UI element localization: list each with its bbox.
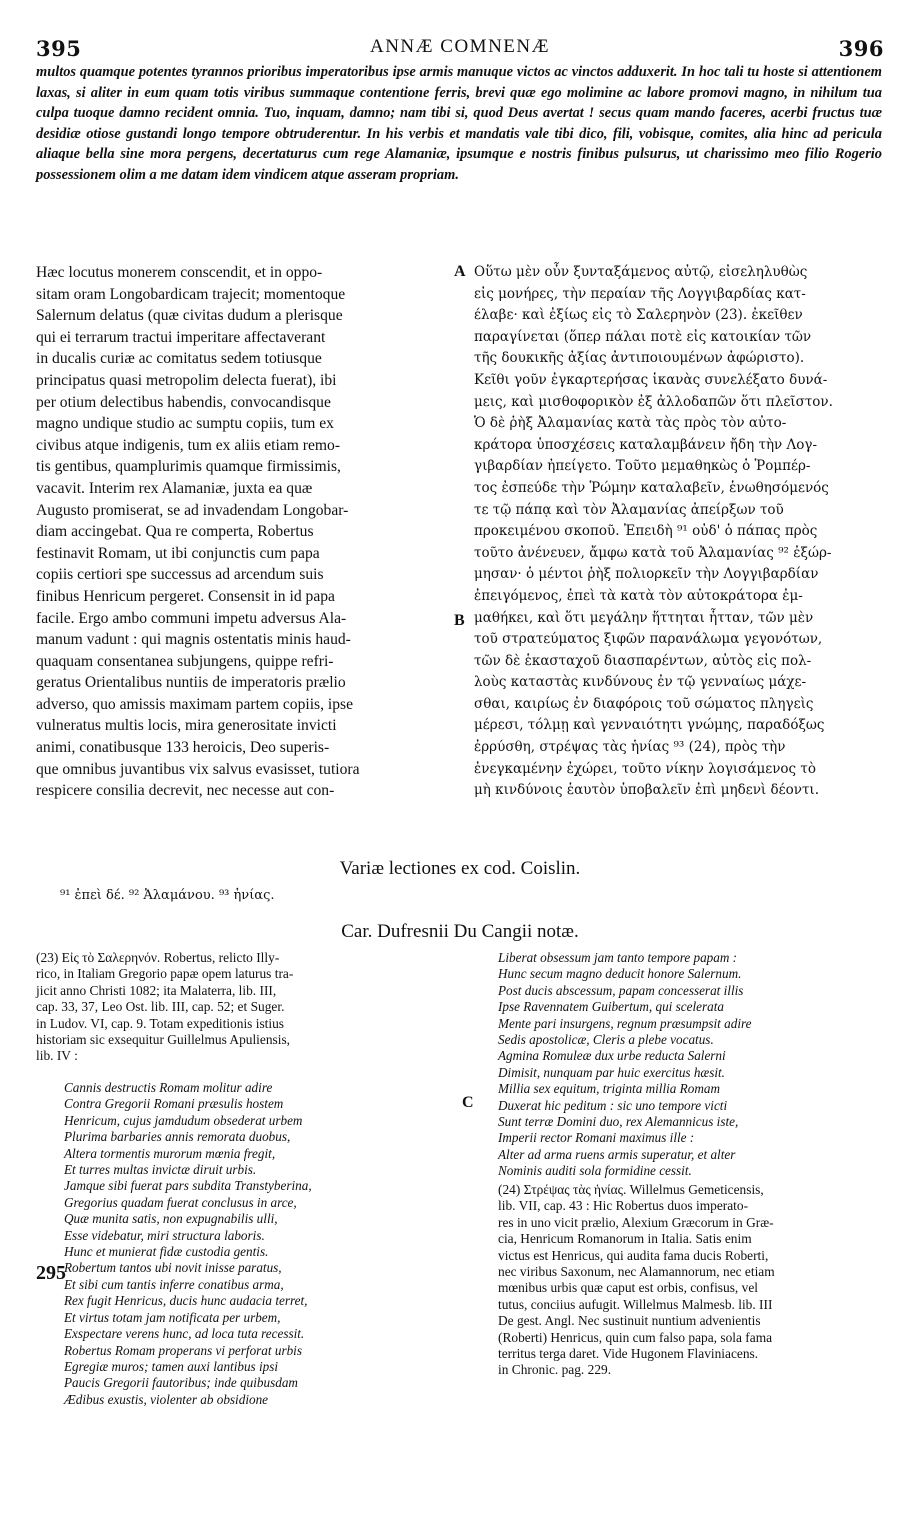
latin-line: quaquam consentanea subjungens, quippe refri- bbox=[36, 652, 334, 670]
note-line: tutus, conciius aufugit. Willelmus Malmesb. lib. III bbox=[498, 1296, 773, 1312]
margin-marker-b: B bbox=[454, 612, 465, 629]
poem-left bbox=[64, 1080, 464, 1408]
greek-line: Οὕτω μὲν οὖν ξυνταξάμενος αὐτῷ, εἰσεληλυθὼς bbox=[474, 264, 808, 280]
notes-heading: Car. Dufresnii Du Cangii notæ. bbox=[341, 921, 579, 942]
note-line: lib. VII, cap. 43 : Hic Robertus duos imperato- bbox=[498, 1198, 749, 1214]
note-line: De gest. Angl. Nec sustinuit nuntium advenientis bbox=[498, 1313, 761, 1329]
greek-line: μέρεσι, τόλμῃ καὶ γενναιότητι γνώμης, παραδόξως bbox=[474, 717, 825, 734]
latin-line: principatus quasi metropolim delecta fuerat), ibi bbox=[36, 371, 337, 389]
greek-line: έλαβε· καὶ ἐξίως εἰς τὸ Σαλερηνὸν (23). ἐκεῖθεν bbox=[474, 307, 803, 324]
latin-line: festinavit Romam, ut ibi conjunctis cum papa bbox=[36, 544, 320, 562]
poem-line: Robertus Romam properans vi perforat urbis bbox=[64, 1342, 302, 1358]
note-line: (Roberti) Henricus, quin cum falso papa, sola fama bbox=[498, 1329, 773, 1345]
greek-line: μὴ κινδύνοις ἑαυτὸν ὑποβαλεῖν ἐπὶ μηδενὶ δέοντι. bbox=[474, 782, 820, 799]
latin-line: vacavit. Interim rex Alamaniæ, juxta ea quæ bbox=[36, 479, 313, 497]
latin-line: vulneratus multis locis, mira generositate invicti bbox=[36, 717, 337, 735]
poem-line: Et virtus totam jam notificata per urbem, bbox=[64, 1309, 281, 1325]
poem-line: Post ducis abscessum, papam concesserat illis bbox=[498, 982, 744, 998]
poem-line: Henricum, cujus jamdudum obsederat urbem bbox=[64, 1112, 303, 1128]
variae-lectiones-heading: Variæ lectiones ex cod. Coislin. bbox=[339, 858, 581, 879]
latin-line: qui ei terrarum tractui imperitare affectaverant bbox=[36, 328, 326, 346]
note-line: (24) Στρέψας τὰς ἡνίας. Willelmus Gemeticensis, bbox=[498, 1182, 764, 1197]
poem-line: Altera tormentis murorum mœnia fregit, bbox=[64, 1145, 276, 1161]
greek-line: τοῦτο ἀνένευεν, ἄμφω κατὰ τοῦ Ἀλαμανίας ⁹² ἐξώρ- bbox=[474, 544, 832, 561]
margin-number-295: 295 bbox=[36, 1262, 66, 1284]
latin-line: Salernum delatus (quæ civitas dudum a plerisque bbox=[36, 307, 343, 325]
note-line: in Ludov. VI, cap. 9. Totam expeditionis istius bbox=[36, 1015, 285, 1031]
poem-line: Ædibus exustis, violenter ab obsidione bbox=[64, 1391, 269, 1407]
poem-line: Plurima barbaries annis remorata duobus, bbox=[64, 1129, 291, 1145]
poem-line: Dimisit, nunquam par huic exercitus hæsit. bbox=[498, 1064, 725, 1080]
note-line: cia, Henricum Romanorum in Italia. Satis enim bbox=[498, 1231, 752, 1247]
notes-right-tail bbox=[498, 1182, 888, 1379]
greek-line: τῆς δουκικῆς ἀξίας ἀντιποιουμένων ἀφώριστο). bbox=[474, 350, 805, 367]
greek-line: ἐνεγκαμένην ἐχώρει, τοῦτο νίκην λογισάμενος τὸ bbox=[474, 760, 817, 777]
poem-line: Ipse Ravennatem Guibertum, qui scelerata bbox=[498, 999, 724, 1015]
poem-line: Egregiæ muros; tamen auxi lantibus ipsi bbox=[64, 1358, 279, 1374]
latin-line: per otium delectibus habendis, convocandisque bbox=[36, 393, 331, 411]
poem-line: Duxerat hic peditum : sic uno tempore victi bbox=[498, 1097, 728, 1113]
greek-line: ἐρρύσθη, στρέψας τὰς ἡνίας ⁹³ (24), πρὸς τὴν bbox=[474, 739, 786, 756]
page-number-right: 396 bbox=[838, 36, 884, 61]
latin-column bbox=[36, 262, 450, 802]
running-title: ANNÆ COMNENÆ bbox=[369, 36, 551, 57]
poem-line: Quæ munita satis, non expugnabilis ulli, bbox=[64, 1211, 278, 1227]
greek-line: σθαι, καιρίως ἐν διαφόροις τοῦ σώματος πληγεὶς bbox=[474, 695, 814, 712]
greek-line: τε τῷ πάπᾳ καὶ τὸν Ἀλαμανίας ἀπείρξων τοῦ bbox=[474, 501, 784, 518]
poem-line: Rex fugit Henricus, ducis hunc audacia terret, bbox=[64, 1293, 308, 1309]
poem-line: Exspectare verens hunc, ad loca tuta recessit. bbox=[64, 1326, 305, 1342]
note-line: res in uno vicit prælio, Alexium Græcorum in Græ- bbox=[498, 1214, 774, 1230]
poem-line: Contra Gregorii Romani præsulis hostem bbox=[64, 1096, 284, 1112]
latin-line: in ducalis curiæ ac comitatus sedem totiusque bbox=[36, 350, 322, 368]
latin-line: geratus Orientalibus nuntiis de imperatoris prælio bbox=[36, 674, 346, 692]
greek-line: γιβαρδίαν ἠπείγετο. Τοῦτο μεμαθηκὼς ὁ Ῥομπέρ- bbox=[474, 458, 811, 475]
greek-line: Κεῖθι γοῦν ἐγκαρτερήσας ἱκανὰς συνελέξατο δυνά- bbox=[474, 371, 828, 388]
poem-line: Imperii rector Romani maximus ille : bbox=[498, 1130, 695, 1146]
note-line: cap. 33, 37, Leo Ost. lib. III, cap. 52; et Suger. bbox=[36, 999, 285, 1015]
poem-right bbox=[498, 950, 888, 1180]
greek-line: τῶν δὲ ἑκασταχοῦ διασπαρέντων, αὐτὸς εἰς πολ- bbox=[474, 652, 812, 669]
latin-line: civibus atque indigenis, tum ex aliis etiam remo- bbox=[36, 436, 341, 454]
latin-line: facile. Ergo ambo communi impetu adversus Ala- bbox=[36, 609, 347, 627]
note-line: lib. IV : bbox=[36, 1048, 78, 1064]
latin-line: Hæc locutus monerem conscendit, et in oppo- bbox=[36, 264, 323, 281]
poem-line: Sedis apostolicæ, Cleris a plebe vocatus. bbox=[498, 1032, 714, 1048]
greek-line: κράτορα ὑποσχέσεις καταλαμβάνειν ἤδη τὴν Λογ- bbox=[474, 436, 818, 453]
greek-line: Ὁ δὲ ῥὴξ Ἀλαμανίας κατὰ τὰς πρὸς τὸν αὐτο- bbox=[474, 415, 787, 432]
note-line: jicit anno Christi 1082; ita Malaterra, lib. III, bbox=[36, 982, 277, 998]
note-line: rico, in Italiam Gregorio papæ opem laturus tra- bbox=[36, 966, 294, 982]
page-number-left: 395 bbox=[36, 36, 82, 61]
latin-line: Augusto promiserat, se ad invadendam Longobar- bbox=[36, 501, 349, 519]
intro-italic-paragraph: multos quamque potentes tyrannos prioribus imperatoribus ipse armis manuque victos ac vinctos adduxerit. In hoc tali tu hoste si attentionem laxas, si aliter in eum quam totis viribus summaque contentione ferris, brevi quæ ego molimine ac labore promovi magno, in nihilum tua culpa tuoque damno recident omnia. Tuo, inquam, damno; nam tibi si, quod Deus avertat ! secus quam mando faceres, acerbi fructus tuæ desidiæ otiose gustandi longo tempore obtruderentur. In his verbis et mandatis vale tibi dico, fili, vobisque, comites, alia hinc ad pericula aliaque bella sine mora pergens, decertaturus cum rege Alamaniæ, ipsumque e nostris finibus pulsurus, ut charissimo meo filio Rogerio possessionem olim a me datam idem vindicem atque asseram propriam. bbox=[36, 64, 882, 183]
note-line: nec viribus Saxonum, nec Alamannorum, nec etiam bbox=[498, 1264, 775, 1280]
greek-line: μαθήκει, καὶ ὅτι μεγάλην ἥττηται ἧτταν, τῶν μὲν bbox=[474, 609, 814, 626]
greek-line: μησαν· ὁ μέντοι ῥὴξ πολιορκεῖν τὴν Λογγιβαρδίαν bbox=[474, 566, 819, 583]
greek-line: εἰς μονήρες, τὴν περαίαν τῆς Λογγιβαρδίας κατ- bbox=[474, 285, 806, 302]
latin-line: magno undique studio ac sumptu copiis, tum ex bbox=[36, 415, 334, 433]
latin-line: manum vadunt : qui magnis ostentatis minis haud- bbox=[36, 631, 351, 649]
poem-line: Jamque sibi fuerat pars subdita Transtyberina, bbox=[64, 1178, 312, 1194]
poem-line: Millia sex equitum, triginta millia Romam bbox=[498, 1081, 720, 1097]
note-line: victus est Henricus, qui audita fama ducis Roberti, bbox=[498, 1247, 769, 1263]
poem-line: Et turres multas invictæ diruit urbis. bbox=[64, 1162, 257, 1178]
poem-line: Hunc secum magno deducit honore Salernum. bbox=[498, 966, 742, 982]
poem-line: Liberat obsessum jam tanto tempore papam : bbox=[498, 950, 738, 965]
latin-line: respicere consilia decrevit, nec necesse aut con- bbox=[36, 782, 335, 800]
poem-line: Nominis auditi sola formidine cessit. bbox=[498, 1163, 692, 1179]
greek-line: ἐπειγόμενος, ἐπεὶ τὰ κατὰ τὸν αὐτοκράτορα ἐμ- bbox=[474, 587, 803, 604]
poem-line: Paucis Gregorii fautoribus; inde quibusdam bbox=[64, 1375, 298, 1391]
variae-lectiones-line: ⁹¹ ἐπεὶ δέ. ⁹² Ἀλαμάνου. ⁹³ ἡνίας. bbox=[60, 888, 275, 903]
latin-line: copiis certiori spe successus ad arcendum suis bbox=[36, 566, 324, 584]
poem-line: Esse videbatur, miri structura laboris. bbox=[64, 1227, 265, 1243]
poem-line: Agmina Romuleæ dux urbe reducta Salerni bbox=[498, 1048, 726, 1064]
latin-line: que omnibus juvantibus vix salvus evasisset, tutiora bbox=[36, 760, 360, 778]
greek-line: μεις, καὶ μισθοφορικὸν ἐξ ἀλλοδαπῶν ὅτι πλεῖστον. bbox=[474, 393, 833, 410]
note-line: mœnibus urbis quæ caput est orbis, confisus, vel bbox=[498, 1280, 758, 1296]
poem-line: Sunt terræ Domini duo, rex Alemannicus iste, bbox=[498, 1114, 739, 1130]
latin-line: sitam oram Longobardicam trajecit; momentoque bbox=[36, 285, 346, 303]
latin-line: diam accingebat. Qua re comperta, Robertus bbox=[36, 523, 314, 541]
poem-line: Et sibi cum tantis inferre conatibus arma, bbox=[64, 1276, 284, 1292]
greek-line: προκειμένου σκοποῦ. Ἐπειδὴ ⁹¹ οὐδ' ὁ πάπας πρὸς bbox=[474, 523, 818, 540]
greek-line: παραγίνεται (ὅπερ πάλαι ποτὲ εἰς κατοικίαν τῶν bbox=[474, 328, 812, 345]
note-line: (23) Εἰς τὸ Σαλερηνόν. Robertus, relicto Illy- bbox=[36, 950, 280, 965]
latin-line: animi, conatibusque 133 heroicis, Deo superis- bbox=[36, 739, 330, 757]
poem-line: Mente pari insurgens, regnum præsumpsit adire bbox=[498, 1015, 752, 1031]
greek-line: τος ἐσπεύδε τὴν Ῥώμην καταλαβεῖν, ἑνωθησόμενός bbox=[474, 479, 829, 496]
latin-line: adverso, quo amissis maximam partem copiis, ipse bbox=[36, 695, 354, 713]
note-line: in Chronic. pag. 229. bbox=[498, 1362, 612, 1378]
notes-left-intro bbox=[36, 950, 456, 1065]
poem-line: Gregorius quadam fuerat conclusus in arce, bbox=[64, 1194, 297, 1210]
greek-column bbox=[474, 262, 884, 802]
poem-line: Robertum tantos ubi novit inisse paratus, bbox=[64, 1260, 282, 1276]
greek-line: λοὺς καταστὰς κινδύνους ἐν τῷ γενναίως μάχε- bbox=[474, 674, 807, 691]
note-line: territus terga daret. Vide Hugonem Flaviniacens. bbox=[498, 1346, 759, 1362]
margin-marker-a: A bbox=[454, 263, 466, 280]
latin-line: tis gentibus, quamplurimis quamque firmissimis, bbox=[36, 458, 341, 476]
greek-line: τοῦ στρατεύματος ξιφῶν παρανάλωμα γεγονότων, bbox=[474, 631, 823, 648]
latin-line: finibus Henricum pergeret. Consensit in id papa bbox=[36, 587, 335, 605]
poem-line: Cannis destructis Romam molitur adire bbox=[64, 1080, 273, 1095]
margin-marker-c: C bbox=[462, 1094, 474, 1111]
poem-line: Hunc et munierat fidæ custodia gentis. bbox=[64, 1244, 269, 1260]
note-line: historiam sic exsequitur Guillelmus Apuliensis, bbox=[36, 1032, 291, 1048]
poem-line: Alter ad arma ruens armis superatur, et alter bbox=[498, 1146, 736, 1162]
